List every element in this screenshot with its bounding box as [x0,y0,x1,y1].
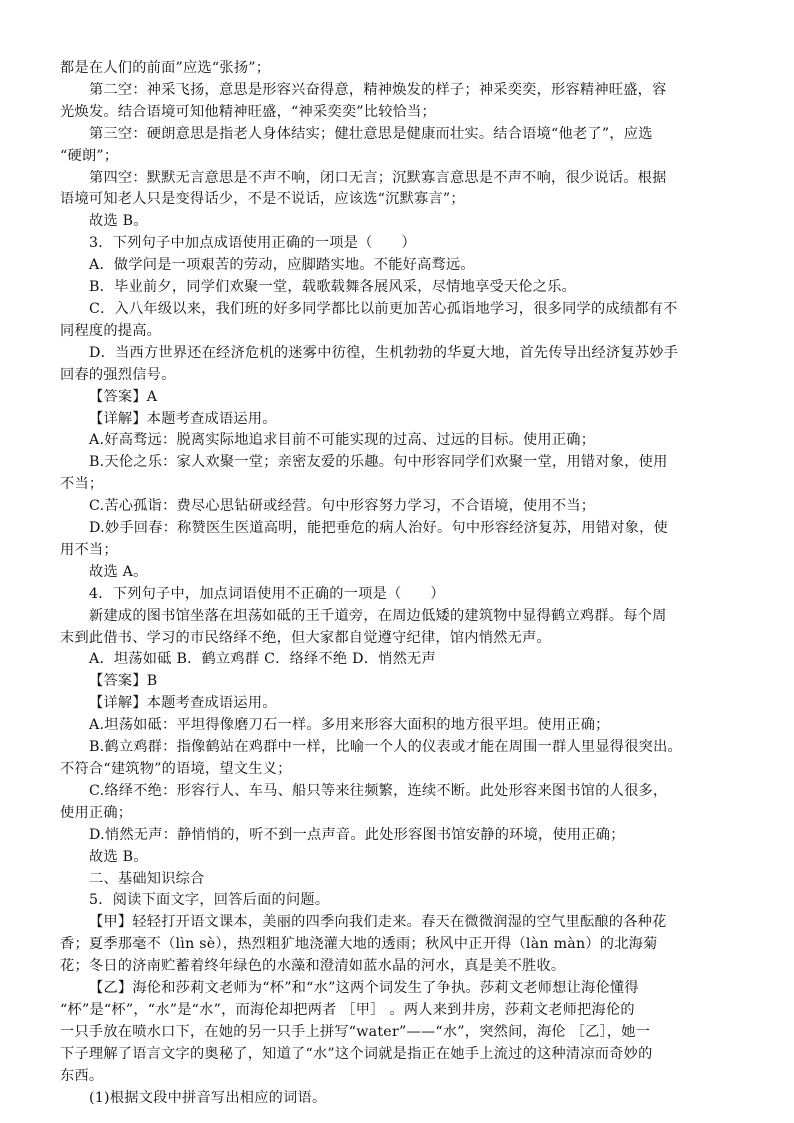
text-line: 末到此借书、学习的市民络绎不绝，但大家都自觉遵守纪律，馆内悄然无声。 [60,629,551,646]
text-line: C.络绎不绝：形容行人、车马、船只等来往频繁，连续不断。此处形容来图书馆的人很多， [89,782,668,799]
text-line: A．做学问是一项艰苦的劳动，应脚踏实地。不能好高骛远。 [89,257,475,274]
text-line: A．坦荡如砥 B．鹤立鸡群 C．络绎不绝 D．悄然无声 [89,651,436,668]
text-line: 【答案】A [89,388,158,405]
text-line: C．入八年级以来，我们班的好多同学都比以前更加苦心孤诣地学习，很多同学的成绩都有不 [89,300,678,317]
text-line: “杯”是“杯”，“水”是“水”，而海伦却把两者 ［甲］ 。两人来到井房，莎莉文老师把海伦的 [60,1001,635,1018]
text-line: 花；冬日的济南贮蓄着终年绿色的水藻和澄清如蓝水晶的河水，真是美不胜收。 [60,958,566,975]
text-line: 二、基础知识综合 [89,870,205,887]
text-line: 不当； [60,476,104,493]
text-line: B.天伦之乐：家人欢聚一堂；亲密友爱的乐趣。句中形容同学们欢聚一堂，用错对象，使用 [89,454,668,471]
text-line: B.鹤立鸡群：指像鹤站在鸡群中一样，比喻一个人的仪表或才能在周围一群人里显得很突出。 [89,739,682,756]
text-line: 【详解】本题考查成语运用。 [89,695,277,712]
text-line: 故选 A。 [89,563,148,580]
text-line: 一只手放在喷水口下，在她的另一只手上拼写“water”——“水”，突然间，海伦 ［乙］，她一 [60,1023,651,1040]
text-line: 【答案】B [89,673,158,690]
text-line: 光焕发。结合语境可知他精神旺盛，“神采奕奕”比较恰当； [60,103,436,120]
text-line: 东西。 [60,1067,104,1084]
text-line: 【甲】轻轻打开语文课本，美丽的四季向我们走来。春天在微微润湿的空气里酝酿的各种花 [89,914,667,931]
text-line: 5．阅读下面文字，回答后面的问题。 [89,892,330,909]
text-line: 故选 B。 [89,213,148,230]
text-line: 回春的强烈信号。 [60,366,176,383]
text-line: A.好高骛远：脱离实际地追求目前不可能实现的过高、过远的目标。使用正确； [89,432,596,449]
text-line: (1)根据文段中拼音写出相应的词语。 [89,1089,327,1106]
text-line: C.苦心孤诣：费尽心思钻研或经营。句中形容努力学习，不合语境，使用不当； [89,498,596,515]
text-line: “硬朗”； [60,147,119,164]
text-line: 4．下列句子中，加点词语使用不正确的一项是（ ） [89,585,445,602]
text-line: 第二空：神采飞扬，意思是形容兴奋得意，精神焕发的样子；神采奕奕，形容精神旺盛，容 [89,81,667,98]
text-line: 不符合“建筑物”的语境，望文生义； [60,761,292,777]
document-page [60,58,736,1110]
text-line: 使用正确； [60,804,133,821]
text-line: 【详解】本题考查成语运用。 [89,410,277,427]
text-line: D.悄然无声：静悄悄的，听不到一点声音。此处形容图书馆安静的环境，使用正确； [89,826,625,843]
text-line: A.坦荡如砥：平坦得像磨刀石一样。多用来形容大面积的地方很平坦。使用正确； [89,717,610,734]
text-line: 第三空：硬朗意思是指老人身体结实；健壮意思是健康而壮实。结合语境“他老了”，应选 [89,125,653,142]
text-line: 3．下列句子中加点成语使用正确的一项是（ ） [89,235,416,252]
text-line: D.妙手回春：称赞医生医道高明，能把垂危的病人治好。句中形容经济复苏，用错对象，使 [89,520,668,537]
text-line: 新建成的图书馆坐落在坦荡如砥的王千道旁，在周边低矮的建筑物中显得鹤立鸡群。每个周 [89,607,667,624]
text-line: 故选 B。 [89,848,148,865]
text-line: 【乙】海伦和莎莉文老师为“杯”和“水”这两个词发生了争执。莎莉文老师想让海伦懂得 [89,980,639,997]
text-line: 都是在人们的前面”应选“张扬”； [60,60,271,76]
text-line: D．当西方世界还在经济危机的迷雾中彷徨，生机勃勃的华夏大地，首先传导出经济复苏妙手 [89,344,679,361]
text-line: 语境可知老人只是变得话少，不是不说话，应该选“沉默寡言”； [60,191,465,208]
text-line: 下子理解了语言文字的奥秘了，知道了“水”这个词就是指正在她手上流过的这种清凉而奇妙的 [60,1045,653,1062]
text-line: 用不当； [60,541,118,558]
text-line: 香；夏季那毫不（lìn sè），热烈粗犷地浇灌大地的透雨；秋风中正开得（làn màn）的北海菊 [60,936,658,953]
text-line: 同程度的提高。 [60,322,162,339]
text-line: 第四空：默默无言意思是不声不响，闭口无言；沉默寡言意思是不声不响，很少说话。根据 [89,169,667,186]
text-line: B．毕业前夕，同学们欢聚一堂，载歌载舞各展风采，尽情地享受天伦之乐。 [89,279,577,296]
